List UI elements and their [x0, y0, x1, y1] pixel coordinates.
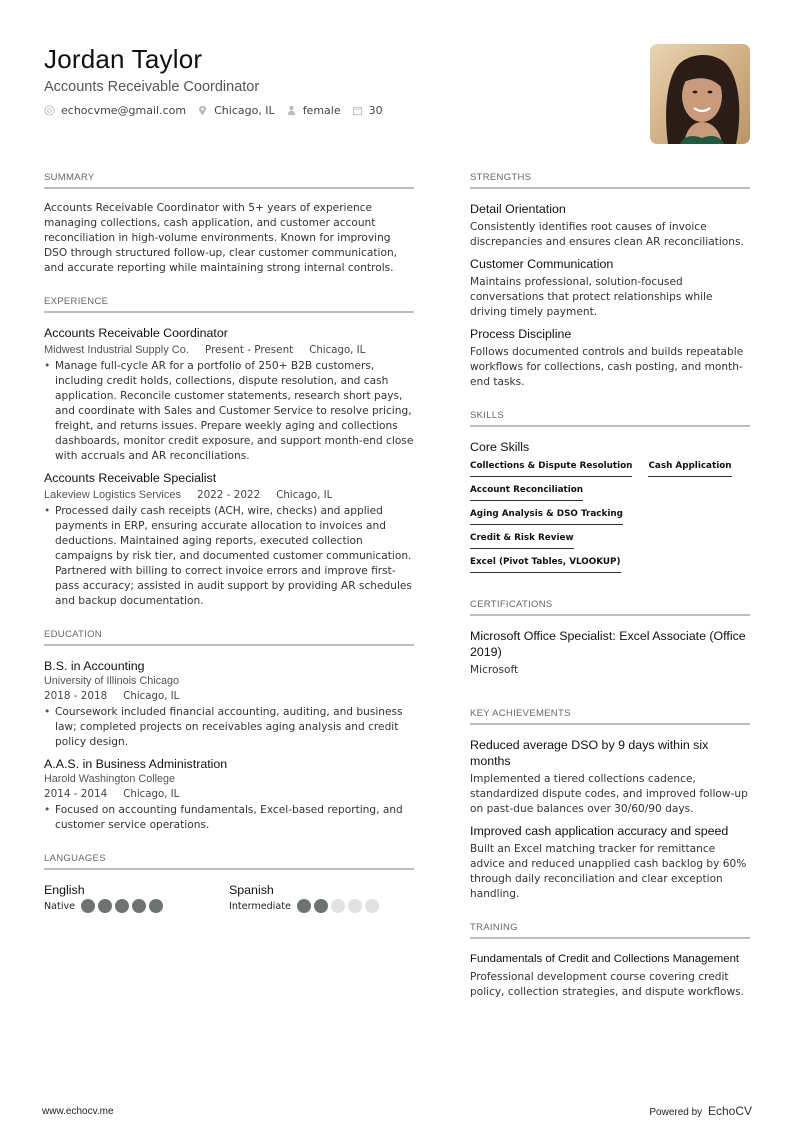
job-role: Accounts Receivable Coordinator [44, 326, 228, 340]
certification-issuer: Microsoft [470, 664, 519, 676]
strength-desc: Follows documented controls and builds repeatable workflows for collections, cash posting, and month-end tasks. [470, 346, 744, 388]
education-bullets [44, 803, 414, 833]
skills-list [470, 459, 750, 579]
rating-dot-filled [81, 899, 95, 913]
brand-name[interactable]: EchoCV [707, 1104, 752, 1118]
strengths-section [470, 172, 750, 390]
email-text: echocvme@gmail.com [61, 104, 187, 117]
summary-text: Accounts Receivable Coordinator with 5+ years of experience managing collections, cash application, and customer account reconciliation in high-volume environments. Known for improving DSO through structured follow-up, clear customer communication, and accurate reporting while maintaining strong internal controls. [44, 202, 398, 274]
language-level: Intermediate [229, 900, 291, 912]
achievement-item [470, 823, 750, 902]
language-proficiency [229, 899, 414, 913]
strength-item [470, 201, 750, 250]
candidate-name: Jordan Taylor [44, 44, 203, 74]
resume-header [44, 44, 604, 117]
job-role: Accounts Receivable Specialist [44, 471, 217, 485]
section-title-achievements: KEY ACHIEVEMENTS [470, 708, 750, 725]
person-icon [286, 105, 297, 116]
strength-name: Process Discipline [470, 327, 572, 341]
age-text: 30 [368, 104, 383, 117]
job-location: Chicago, IL [309, 345, 366, 356]
rating-dot-filled [149, 899, 163, 913]
strength-item [470, 326, 750, 390]
contact-email[interactable] [44, 104, 186, 117]
email-icon [44, 105, 55, 116]
education-location: Chicago, IL [123, 789, 180, 800]
education-dates: 2014 - 2014 [44, 788, 108, 800]
skill-tag: Account Reconciliation [470, 483, 583, 501]
language-name: Spanish [229, 883, 274, 897]
education-bullets [44, 705, 414, 750]
location-text: Chicago, IL [214, 104, 275, 117]
degree: B.S. in Accounting [44, 659, 145, 673]
rating-dot-filled [115, 899, 129, 913]
certification-name: Microsoft Office Specialist: Excel Associate (Office 2019) [470, 629, 746, 659]
education-meta [44, 788, 414, 800]
school: Harold Washington College [44, 773, 176, 785]
degree: A.A.S. in Business Administration [44, 757, 228, 771]
summary-section [44, 172, 414, 276]
rating-dots [81, 899, 166, 913]
bullet-item: • Coursework included financial accounting, auditing, and business law; completed projects on receivables aging analysis and credit policy design. [44, 705, 414, 750]
experience-section [44, 296, 414, 609]
contact-age [352, 104, 383, 117]
bullet-item: • Manage full-cycle AR for a portfolio of 250+ B2B customers, including credit holds, collections, dispute resolution, and cash application. Reconcile customer statements, research short pays, and coordinate with Sales and Customer Service to resolve pricing, freight, and returns issues. Prepare weekly aging and collections dashboards, monitor credit exposure, and support month-end close with accruals and AR reconciliations. [44, 359, 414, 464]
job-bullets [44, 504, 414, 609]
rating-dot-empty [348, 899, 362, 913]
candidate-title: Accounts Receivable Coordinator [44, 79, 260, 95]
job-dates: Present - Present [204, 344, 294, 356]
education-location: Chicago, IL [123, 691, 180, 702]
left-column [44, 172, 414, 933]
section-title-training: TRAINING [470, 922, 750, 939]
section-title-experience: EXPERIENCE [44, 296, 414, 313]
skill-tag: Aging Analysis & DSO Tracking [470, 507, 623, 525]
strength-name: Customer Communication [470, 257, 614, 271]
rating-dot-filled [98, 899, 112, 913]
bullet-item: • Processed daily cash receipts (ACH, wire, checks) and applied payments in ERP, ensuring accurate allocation to invoices and deductions. Maintained aging reports, executed collection campaigns by risk tier, and documented customer communication. Partnered with billing to correct invoice errors and improve first-pass accuracy; assisted in audit support by providing AR schedules and backup documentation. [44, 504, 414, 609]
profile-photo [650, 44, 750, 144]
job-meta [44, 344, 414, 356]
training-desc: Professional development course covering credit policy, collection strategies, and dispute workflows. [470, 971, 745, 998]
skill-tag: Excel (Pivot Tables, VLOOKUP) [470, 555, 621, 573]
page-footer [42, 1104, 752, 1118]
achievement-desc: Implemented a tiered collections cadence, standardized dispute codes, and improved follow-up on past-due balances over 30/60/90 days. [470, 773, 748, 815]
strength-desc: Maintains professional, solution-focused conversations that protect relationships while driving timely payment. [470, 276, 713, 318]
school: University of Illinois Chicago [44, 675, 180, 687]
achievement-item [470, 737, 750, 817]
education-dates: 2018 - 2018 [44, 690, 108, 702]
company-name: Lakeview Logistics Services [44, 489, 181, 501]
languages-list [44, 882, 414, 913]
strength-desc: Consistently identifies root causes of invoice discrepancies and ensures clean AR reconciliations. [470, 221, 744, 248]
job-meta [44, 489, 414, 501]
language-name: English [44, 883, 85, 897]
certifications-section [470, 599, 750, 678]
right-column [470, 172, 750, 1020]
language-proficiency [44, 899, 229, 913]
gender-text: female [302, 104, 341, 117]
section-title-strengths: STRENGTHS [470, 172, 750, 189]
strength-item [470, 256, 750, 320]
language-item [229, 882, 414, 913]
skill-group-title: Core Skills [470, 440, 530, 454]
education-meta [44, 690, 414, 702]
powered-by-label: Powered by [649, 1107, 703, 1118]
contact-info [44, 104, 604, 117]
rating-dot-filled [297, 899, 311, 913]
skill-tag: Cash Application [648, 459, 731, 477]
experience-item [44, 470, 414, 609]
training-item [470, 951, 750, 1000]
calendar-icon [352, 105, 363, 116]
language-item [44, 882, 229, 913]
powered-by [649, 1104, 752, 1118]
achievements-section [470, 708, 750, 902]
rating-dot-empty [365, 899, 379, 913]
skill-tag: Credit & Risk Review [470, 531, 574, 549]
education-item [44, 658, 414, 750]
rating-dot-filled [314, 899, 328, 913]
languages-section [44, 853, 414, 913]
job-location: Chicago, IL [276, 490, 333, 501]
section-title-languages: LANGUAGES [44, 853, 414, 870]
achievement-name: Improved cash application accuracy and speed [470, 824, 729, 838]
rating-dots [297, 899, 382, 913]
rating-dot-filled [132, 899, 146, 913]
contact-gender [286, 104, 341, 117]
achievement-name: Reduced average DSO by 9 days within six months [470, 738, 709, 768]
rating-dot-empty [331, 899, 345, 913]
achievement-desc: Built an Excel matching tracker for remittance advice and reduced unapplied cash backlog by 60% through daily reconciliation and clear exception handling. [470, 843, 747, 900]
skill-tag: Collections & Dispute Resolution [470, 459, 632, 477]
location-icon [197, 105, 208, 116]
section-title-education: EDUCATION [44, 629, 414, 646]
training-section [470, 922, 750, 1000]
education-section [44, 629, 414, 833]
experience-item [44, 325, 414, 464]
job-bullets [44, 359, 414, 464]
training-name: Fundamentals of Credit and Collections Management [470, 953, 740, 965]
job-dates: 2022 - 2022 [196, 489, 261, 501]
bullet-item: • Focused on accounting fundamentals, Excel-based reporting, and customer service operations. [44, 803, 414, 833]
section-title-summary: SUMMARY [44, 172, 414, 189]
skills-section [470, 410, 750, 579]
certification-item [470, 628, 750, 678]
education-item [44, 756, 414, 833]
section-title-skills: SKILLS [470, 410, 750, 427]
strength-name: Detail Orientation [470, 202, 566, 216]
company-name: Midwest Industrial Supply Co. [44, 344, 189, 356]
contact-location [197, 104, 275, 117]
section-title-certifications: CERTIFICATIONS [470, 599, 750, 616]
language-level: Native [44, 900, 76, 912]
website-link[interactable]: www.echocv.me [42, 1105, 114, 1117]
